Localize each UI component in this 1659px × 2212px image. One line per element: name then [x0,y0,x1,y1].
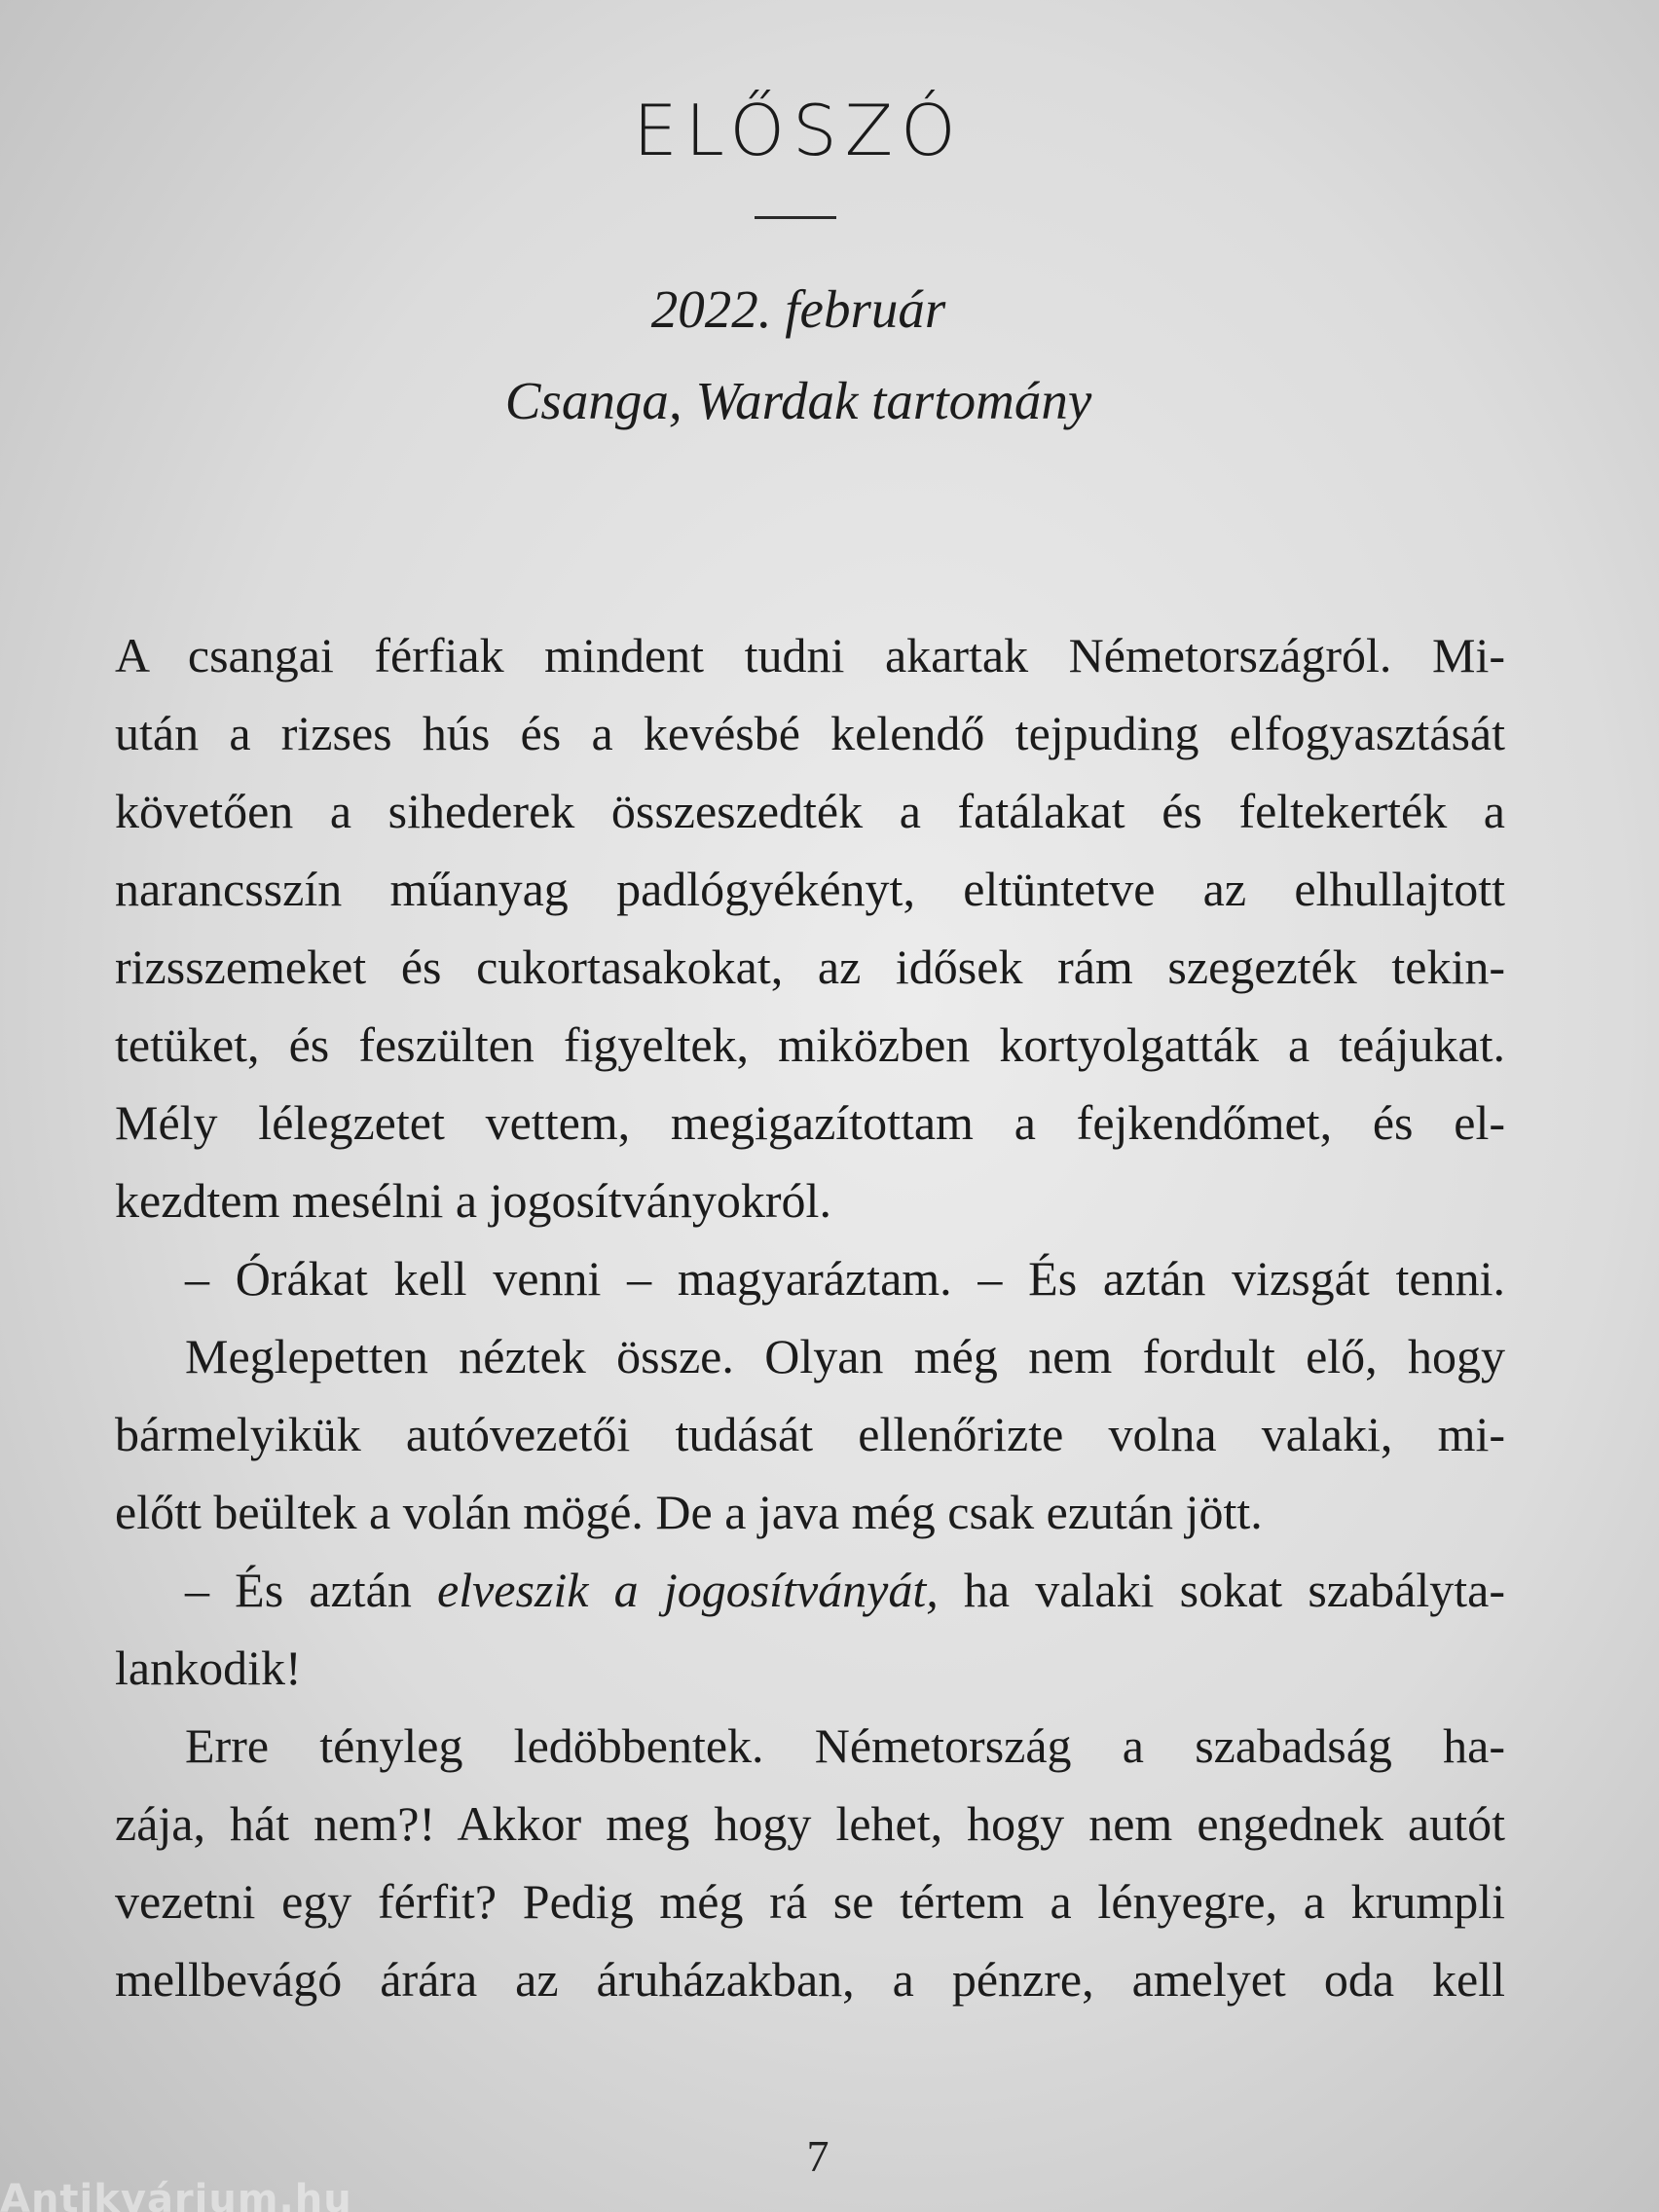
body-line: narancsszín műanyag padlógyékényt, eltüntetve az elhullajtott [115,862,1505,916]
body-line: – Órákat kell venni – magyaráztam. – És aztán vizsgát tenni. [185,1251,1505,1306]
body-line-emphasis: elveszik a jogosítványát, [437,1563,939,1617]
chapter-title: ELŐSZÓ [633,90,964,171]
body-line-post: ha valaki sokat szabályta- [938,1563,1505,1617]
body-line: Erre tényleg ledöbbentek. Németország a szabadság ha- [185,1718,1505,1773]
body-line: kezdtem mesélni a jogosítványokról. [115,1173,831,1228]
body-line: zája, hát nem?! Akkor meg hogy lehet, hogy nem engednek autót [115,1796,1505,1851]
body-line: tetüket, és feszülten figyeltek, miközben kortyolgatták a teájukat. [115,1017,1505,1072]
body-line: Meglepetten néztek össze. Olyan még nem fordult elő, hogy [185,1329,1505,1383]
body-line: után a rizses hús és a kevésbé kelendő tejpuding elfogyasztását [115,706,1505,760]
body-line: előtt beültek a volán mögé. De a java még csak ezután jött. [115,1485,1263,1539]
chapter-date: 2022. február [650,279,946,339]
body-line: rizsszemeket és cukortasakokat, az idősek rám szegezték tekin- [115,940,1505,994]
body-text [115,616,1505,2018]
body-line: lankodik! [115,1641,302,1695]
title-divider [755,216,836,219]
body-line: vezetni egy férfit? Pedig még rá se tértem a lényegre, a krumpli [115,1874,1505,1929]
body-line: mellbevágó árára az áruházakban, a pénzre, amelyet oda kell [115,1952,1505,2007]
body-line: Mély lélegzetet vettem, megigazítottam a fejkendőmet, és el- [115,1095,1505,1150]
body-line: A csangai férfiak mindent tudni akartak Németországról. Mi- [115,628,1505,682]
page-number: 7 [806,2131,830,2181]
body-line-italic-mixed [115,1551,1505,1629]
body-line-pre: – És aztán [185,1563,437,1617]
body-line: követően a sihederek összeszedték a fatálakat és feltekerték a [115,784,1505,838]
chapter-place: Csanga, Wardak tartomány [504,371,1092,430]
watermark: Antikvárium.hu [0,2177,352,2212]
body-line: bármelyikük autóvezetői tudását ellenőrizte volna valaki, mi- [115,1407,1505,1461]
